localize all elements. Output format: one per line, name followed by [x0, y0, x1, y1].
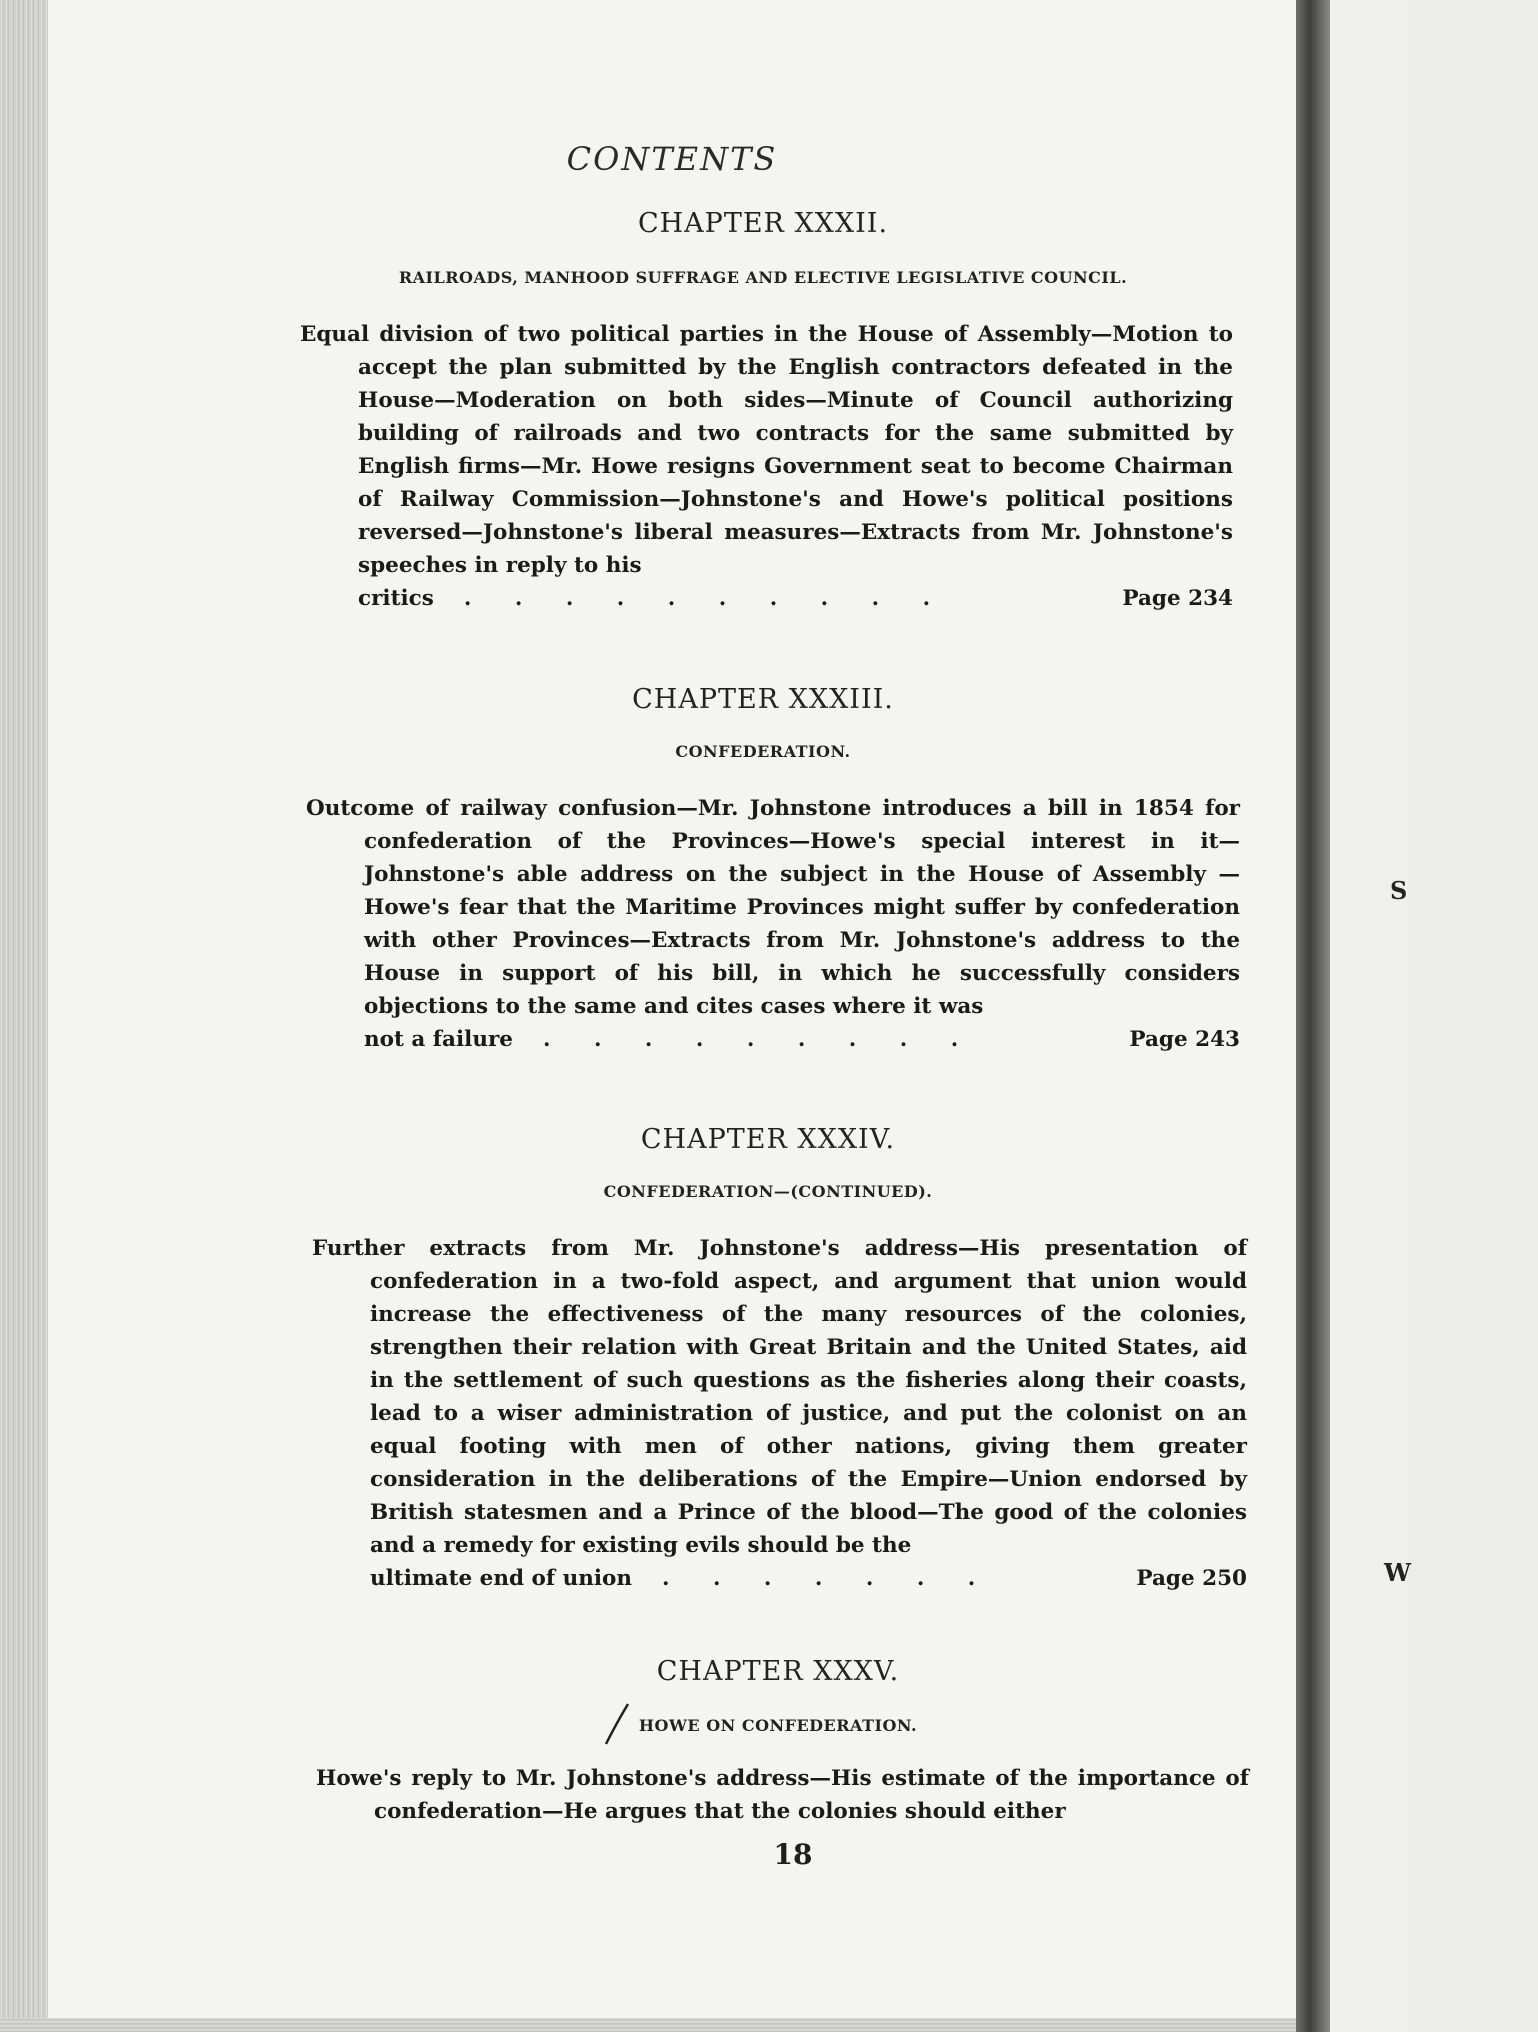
chapter-summary-text: Outcome of railway confusion—Mr. Johnstone introduces a bill in 1854 for confederation of the Provinces—Howe's special interest in it—Johnstone's able address on the subject in the House of Assembly —Howe's fear that the Maritime Provinces might suffer by confederation with other Provinces—Extracts from Mr. Johnstone's address to the House in support of his bill, in which he successfully considers objections to the same and cites cases where it was [306, 796, 1240, 1019]
chapter-title: CHAPTER XXXIII. [632, 684, 894, 715]
chapter-summary-text: Howe's reply to Mr. Johnstone's address—His estimate of the importance of confederation—He argues that the colonies should either [316, 1766, 1249, 1824]
chapter-subtitle: RAILROADS, MANHOOD SUFFRAGE AND ELECTIVE LEGISLATIVE COUNCIL. [398, 268, 1128, 287]
running-header: CONTENTS [566, 140, 778, 178]
dot-leader: . . . . . . . . . [542, 1027, 977, 1052]
page-stack-bottom [0, 2018, 1310, 2032]
chapter-summary-lastline [364, 1023, 1240, 1056]
facing-page-letter: S [1390, 876, 1408, 905]
chapter-subtitle: CONFEDERATION—(CONTINUED). [603, 1182, 933, 1201]
chapter-summary [312, 1232, 1247, 1595]
dot-leader: . . . . . . . [661, 1566, 994, 1591]
summary-tail: ultimate end of union [370, 1566, 632, 1591]
page-reference: Page 243 [1129, 1027, 1240, 1052]
chapter-summary-lastline [358, 582, 1233, 615]
page-reference: Page 250 [1136, 1566, 1247, 1591]
summary-tail: critics [358, 586, 434, 611]
chapter-subtitle: HOWE ON CONFEDERATION. [638, 1716, 918, 1735]
page-reference: Page 234 [1122, 586, 1233, 611]
chapter-subtitle: CONFEDERATION. [675, 742, 851, 761]
pen-stroke-mark [602, 1700, 632, 1746]
page-stack-edges [0, 0, 48, 2032]
chapter-summary-lastline [370, 1562, 1247, 1595]
chapter-summary [316, 1762, 1249, 1828]
dot-leader: . . . . . . . . . . [463, 586, 949, 611]
chapter-title: CHAPTER XXXII. [637, 208, 889, 239]
chapter-summary-text: Equal division of two political parties in the House of Assembly—Motion to accept the plan submitted by the English contractors defeated in the House—Moderation on both sides—Minute of Council authorizing building of railroads and two contracts for the same submitted by English firms—Mr. Howe resigns Government seat to become Chairman of Railway Commission—Johnstone's and Howe's political positions reversed—Johnstone's liberal measures—Extracts from Mr. Johnstone's speeches in reply to his [300, 322, 1233, 578]
chapter-summary-text: Further extracts from Mr. Johnstone's address—His presentation of confederation in a two-fold aspect, and argument that union would increase the effectiveness of the many resources of the colonies, strengthen their relation with Great Britain and the United States, aid in the settlement of such questions as the fisheries along their coasts, lead to a wiser administration of justice, and put the colonist on an equal footing with men of other nations, giving them greater consideration in the deliberations of the Empire—Union endorsed by British statesmen and a Prince of the blood—The good of the colonies and a remedy for existing evils should be the [312, 1236, 1247, 1558]
chapter-summary [306, 792, 1240, 1056]
summary-tail: not a failure [364, 1027, 513, 1052]
chapter-title: CHAPTER XXXV. [656, 1656, 900, 1687]
chapter-title: CHAPTER XXXIV. [640, 1124, 896, 1155]
page-number: 18 [773, 1838, 813, 1871]
chapter-summary [300, 318, 1233, 615]
facing-page-letter: W [1384, 1558, 1411, 1587]
